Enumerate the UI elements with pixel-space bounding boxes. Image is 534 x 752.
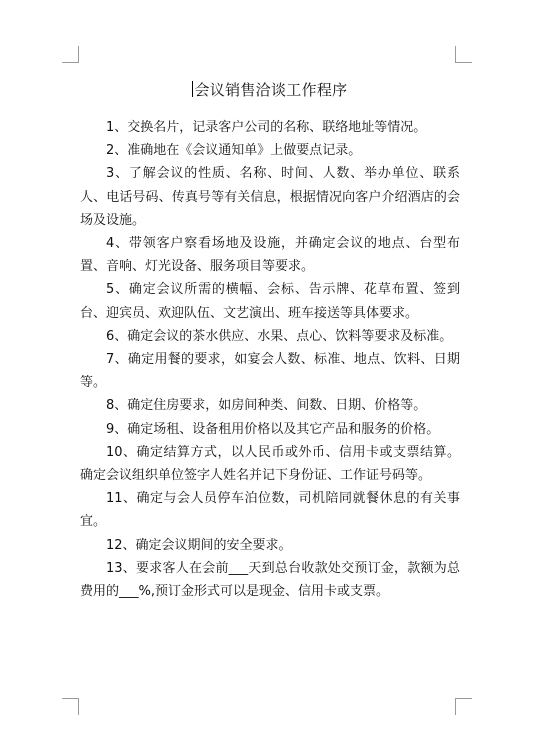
paragraph-8[interactable]: 8、确定住房要求，如房间种类、间数、日期、价格等。 [106, 398, 427, 414]
paragraph-4[interactable]: 4、带领客户察看场地及设施，并确定会议的地点、台型布置、音响、灯光设备、服务项目等要求。 [80, 236, 460, 275]
crop-mark-bottom-right [455, 698, 472, 715]
paragraph-10[interactable]: 10、确定结算方式，以人民币或外币、信用卡或支票结算。确定会议组织单位签字人姓名并记下身份证、工作证号码等。 [80, 444, 460, 484]
document-body[interactable] [80, 78, 460, 603]
paragraph-6[interactable]: 6、确定会议的茶水供应、水果、点心、饮料等要求及标准。 [106, 328, 453, 344]
paragraph-5[interactable]: 5、确定会议所需的横幅、会标、告示牌、花草布置、签到台、迎宾员、欢迎队伍、文艺演出、班车接送等具体要求。 [80, 282, 460, 321]
paragraph-7[interactable]: 7、确定用餐的要求，如宴会人数、标准、地点、饮料、日期等。 [80, 352, 460, 391]
paragraph-1[interactable]: 1、交换名片，记录客户公司的名称、联络地址等情况。 [106, 120, 427, 135]
document-title-text: 会议销售洽谈工作程序 [194, 81, 348, 99]
crop-mark-top-left [62, 46, 79, 63]
paragraph-12[interactable]: 12、确定会议期间的安全要求。 [106, 537, 292, 553]
document-title[interactable] [80, 78, 460, 102]
paragraph-3[interactable]: 3、了解会议的性质、名称、时间、人数、举办单位、联系人、电话号码、传真号等有关信息，根据情况向客户介绍酒店的会场及设施。 [80, 166, 460, 228]
paragraph-11[interactable]: 11、确定与会人员停车泊位数，司机陪同就餐休息的有关事宜。 [80, 491, 460, 530]
crop-mark-bottom-left [62, 698, 79, 715]
paragraph-9[interactable]: 9、确定场租、设备租用价格以及其它产品和服务的价格。 [106, 421, 440, 437]
paragraph-13[interactable]: 13、要求客人在会前___天到总台收款处交预订金，款额为总费用的___%,预订金形式可以是现金、信用卡或支票。 [80, 560, 460, 600]
crop-mark-top-right [455, 46, 472, 63]
paragraph-2[interactable]: 2、准确地在《会议通知单》上做要点记录。 [106, 143, 362, 159]
